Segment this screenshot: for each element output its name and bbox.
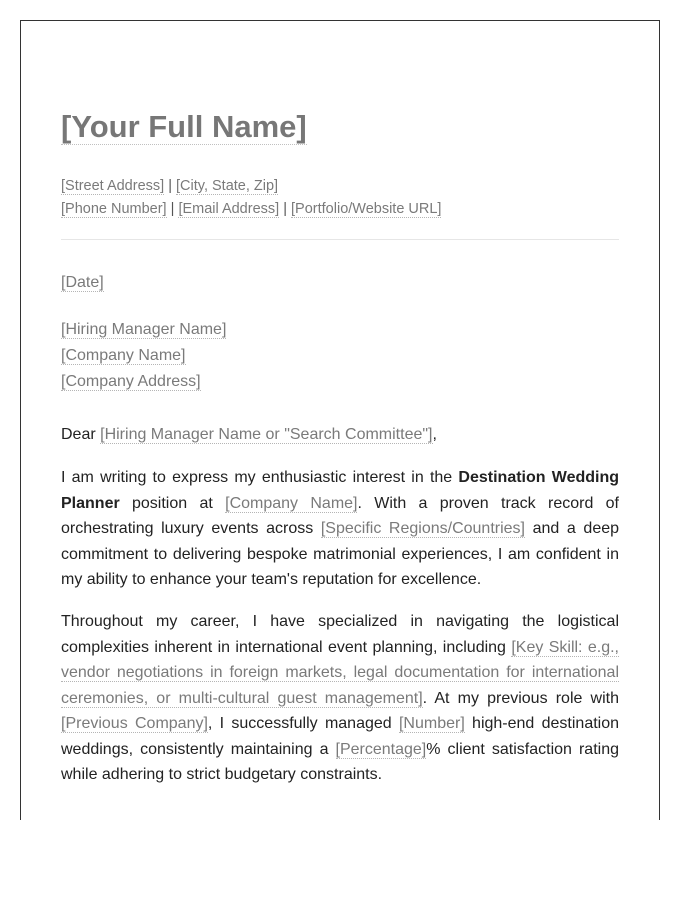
salutation-prefix: Dear [61,426,101,443]
separator: | [170,201,175,217]
letter-page [20,20,660,820]
city-state-zip-placeholder[interactable]: [City, State, Zip] [176,178,279,194]
text: % client satisfaction rating while adhering to strict budgetary constraints. [61,740,619,783]
company-name-placeholder[interactable]: [Company Name] [225,494,358,512]
percentage-placeholder[interactable]: [Percentage] [335,740,427,758]
paragraph-experience [61,609,619,788]
text: high-end destination weddings, consistently maintaining a [61,715,620,758]
contact-line [61,198,441,221]
position-title: Destination Wedding Planner [61,469,620,512]
separator: | [168,178,172,194]
key-skill-placeholder[interactable]: [Key Skill: e.g., vendor negotiations in foreign markets, legal documentation for international ceremonies, or multi-cultural guest management] [61,638,619,707]
portfolio-url-placeholder[interactable]: [Portfolio/Website URL] [291,201,442,217]
phone-number-placeholder[interactable]: [Phone Number] [61,201,167,217]
text: , I successfully managed [207,715,399,732]
salutation-name-placeholder[interactable]: [Hiring Manager Name or "Search Committee"] [100,426,433,443]
recipient-address-line [61,369,226,395]
header-divider [61,239,619,240]
salutation [61,424,437,446]
text: Throughout my career, I have specialized in navigating the logistical complexities inherent in international event planning, including [61,613,619,656]
text: I am writing to express my enthusiastic interest in the [61,469,459,486]
paragraph-intro [61,465,619,593]
date-line [61,272,104,294]
recipient-manager-line [61,317,226,343]
applicant-name-placeholder[interactable]: [Your Full Name] [61,109,307,144]
recipient-block [61,317,226,395]
date-placeholder[interactable]: [Date] [61,274,104,291]
text: . With a proven track record of orchestrating luxury events across [61,494,619,537]
salutation-suffix: , [432,426,437,443]
separator: | [283,201,287,217]
street-address-placeholder[interactable]: [Street Address] [61,178,165,194]
regions-placeholder[interactable]: [Specific Regions/Countries] [320,520,526,537]
address-line [61,175,441,198]
text: and a deep commitment to delivering bespoke matrimonial experiences, I am confident in my ability to enhance your team's reputation for excellence. [61,520,620,588]
contact-block [61,175,441,221]
previous-company-placeholder[interactable]: [Previous Company] [61,715,208,732]
number-placeholder[interactable]: [Number] [398,715,465,732]
company-name-placeholder[interactable]: [Company Name] [61,347,186,364]
text: . At my previous role with [422,689,619,707]
text: position at [119,494,226,512]
applicant-name [61,107,307,147]
recipient-company-line [61,343,226,369]
email-address-placeholder[interactable]: [Email Address] [178,201,280,217]
hiring-manager-placeholder[interactable]: [Hiring Manager Name] [61,321,227,338]
company-address-placeholder[interactable]: [Company Address] [61,373,201,390]
